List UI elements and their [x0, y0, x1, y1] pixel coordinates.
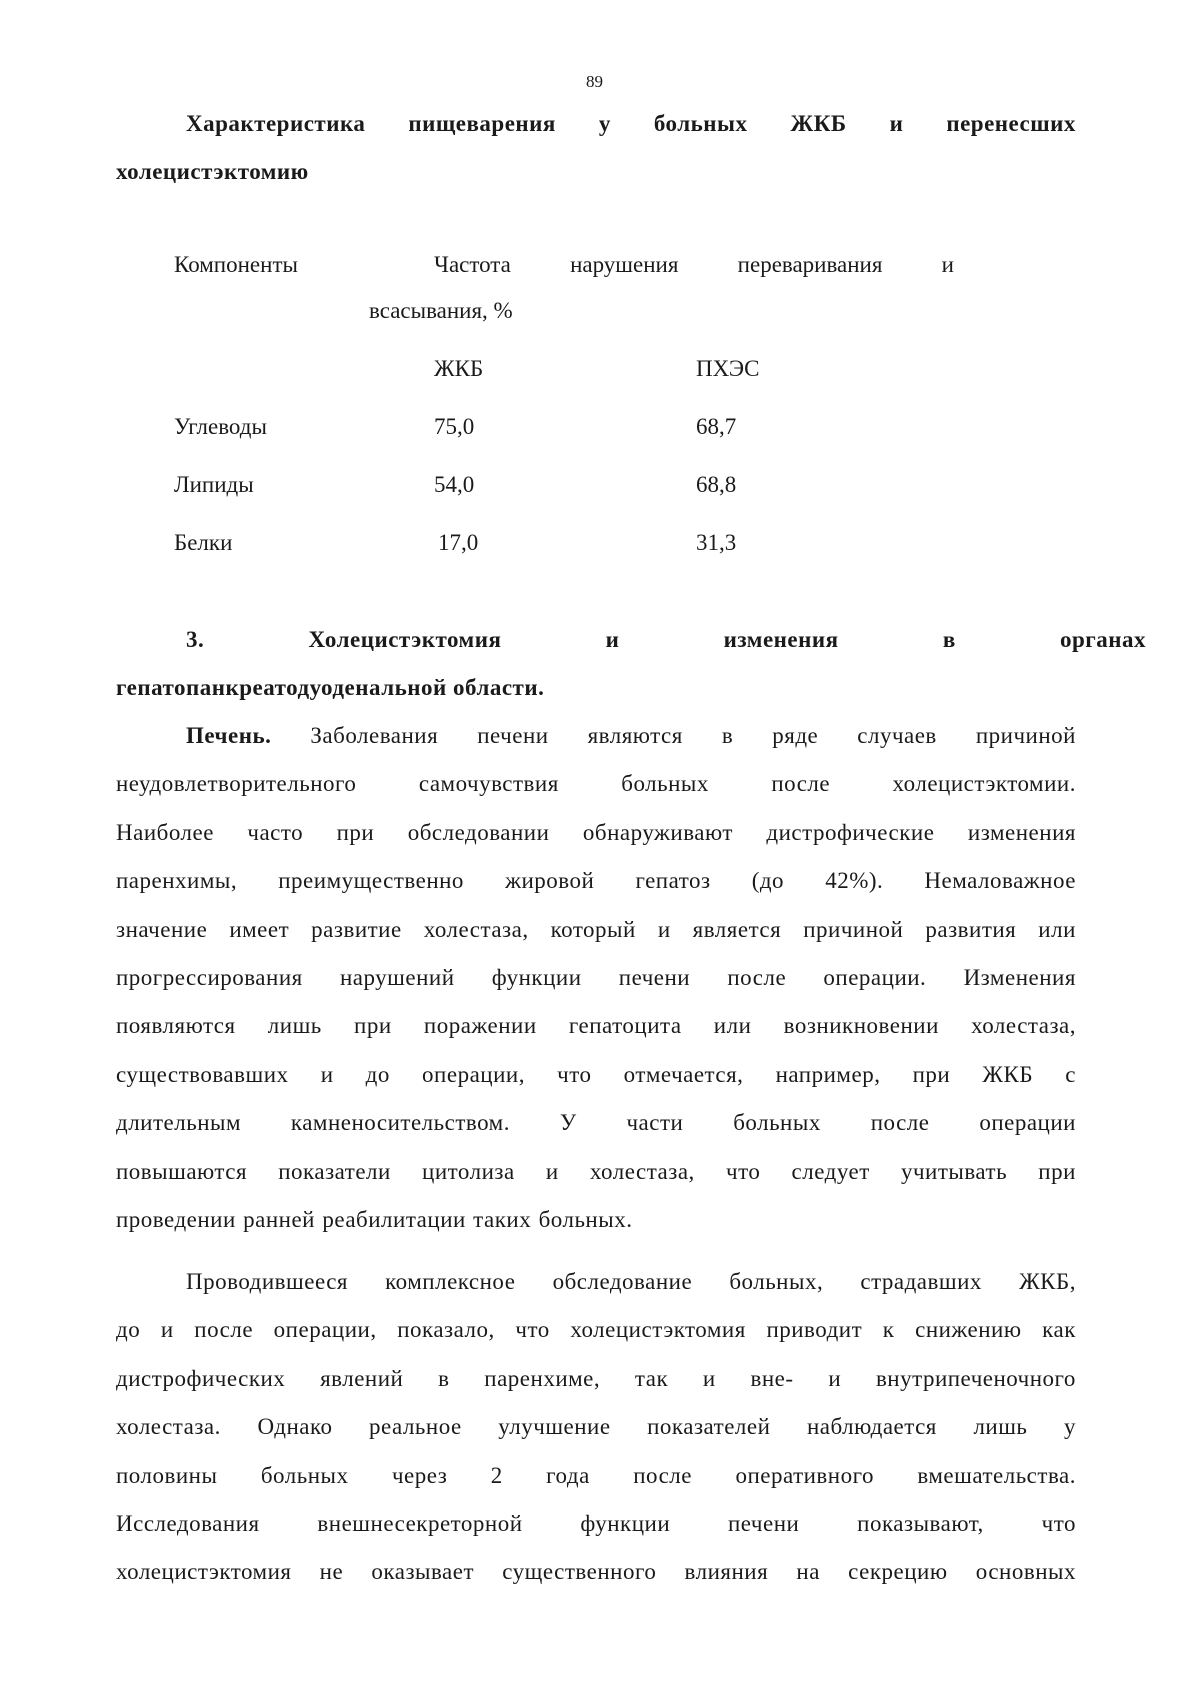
word: и [545, 1158, 559, 1184]
word: ЖКБ [790, 111, 847, 136]
word: или [1038, 916, 1076, 942]
word: что [515, 1317, 550, 1343]
word: таких [473, 1207, 532, 1233]
word: и [320, 1061, 334, 1087]
word: в [942, 627, 956, 652]
table-subheader-zhkb: ЖКБ [434, 356, 484, 381]
word: до [365, 1061, 390, 1087]
word: появляются [116, 1013, 236, 1039]
word: так [634, 1365, 669, 1391]
word: при [354, 1013, 392, 1039]
word: перенесших [946, 111, 1076, 136]
word: Однако [257, 1414, 333, 1440]
word: печени [477, 723, 549, 748]
text-line [116, 1548, 1076, 1596]
text-line [116, 906, 1076, 954]
word: оказывает [371, 1559, 475, 1585]
word: развития [925, 916, 1017, 942]
word: часто [247, 819, 304, 845]
word: как [1042, 1317, 1076, 1343]
word: преимущественно [278, 868, 464, 894]
word: внутрипеченочного [875, 1365, 1076, 1391]
word: до [116, 1317, 141, 1343]
text-line [116, 712, 1076, 760]
word: после [870, 1110, 930, 1136]
word: (до [751, 868, 785, 894]
word: наблюдается [806, 1414, 937, 1440]
word: являются [587, 723, 683, 748]
table-row-zhkb-value: 75,0 [434, 414, 475, 439]
word: показателей [647, 1414, 771, 1440]
word: ряде [772, 723, 819, 748]
word: Частота [434, 252, 511, 277]
word: Исследования [116, 1511, 260, 1537]
word: года [546, 1462, 590, 1488]
word: развитие [311, 916, 402, 942]
word: существенного [502, 1559, 657, 1585]
text-line [116, 1051, 1076, 1099]
word: лишь [267, 1013, 322, 1039]
text-line [116, 809, 1076, 857]
word: дистрофические [766, 819, 935, 845]
table-row-component: Липиды [174, 472, 254, 497]
word: причиной [803, 916, 904, 942]
word: вмешательства. [917, 1462, 1076, 1488]
word: при [1038, 1158, 1076, 1184]
word: после [771, 771, 831, 797]
word: у [1064, 1414, 1076, 1440]
digestion-table [116, 250, 1076, 570]
word: что [557, 1061, 592, 1087]
text-line [116, 1002, 1076, 1050]
word: части [626, 1110, 684, 1136]
word: жировой [505, 868, 595, 894]
table-row-phes-value: 68,7 [696, 414, 737, 439]
word: У [559, 1110, 577, 1136]
text-line [116, 857, 1076, 905]
word: улучшение [498, 1414, 611, 1440]
word: случаев [857, 723, 937, 748]
word: печени [618, 965, 691, 991]
word: ранней [243, 1207, 315, 1233]
word: причиной [975, 723, 1076, 748]
word: ЖКБ, [1019, 1269, 1076, 1294]
text-line [116, 760, 1076, 808]
word: 3. [186, 627, 205, 652]
word: после [727, 965, 787, 991]
word: камненосительством. [290, 1110, 510, 1136]
word: показатели [278, 1158, 391, 1184]
word: печени [727, 1511, 800, 1537]
word: отмечается, [623, 1061, 744, 1087]
word: в [438, 1365, 450, 1391]
word: и [889, 111, 904, 136]
word: который [550, 916, 636, 942]
word: комплексное [385, 1269, 516, 1294]
word: Проводившееся [186, 1269, 349, 1294]
word: холецистэктомия [570, 1317, 746, 1343]
word: значение [116, 916, 208, 942]
word: и [160, 1317, 174, 1343]
word: прогрессирования [116, 965, 303, 991]
word: страдавших [860, 1269, 982, 1294]
chapter-heading-line-1 [116, 616, 1146, 664]
word: длительным [116, 1110, 242, 1136]
word: холестаза. [116, 1414, 221, 1440]
chapter-heading [116, 616, 1146, 712]
table-header-frequency-line-2: всасывания, % [369, 298, 513, 323]
word: секрецию [848, 1559, 948, 1585]
word: Изменения [963, 965, 1076, 991]
table-row-component: Углеводы [174, 414, 267, 439]
table-subheader-phes: ПХЭС [696, 356, 760, 381]
word: реабилитации [322, 1207, 466, 1233]
word: 42%). [825, 868, 884, 894]
word: и [605, 627, 620, 652]
word: что [1041, 1511, 1076, 1537]
word: холецистэктомии. [892, 771, 1076, 797]
word: учитывать [900, 1158, 1008, 1184]
section-title [116, 100, 1076, 196]
text-line [116, 1258, 1076, 1306]
word: нарушений [339, 965, 455, 991]
word: к [882, 1317, 895, 1343]
word: при [336, 819, 375, 845]
word: холестаза, [971, 1013, 1076, 1039]
chapter-heading-line-2: гепатопанкреатодуоденальной области. [116, 675, 545, 700]
word: у [598, 111, 611, 136]
word: операции, [422, 1061, 525, 1087]
table-row-phes-value: 31,3 [696, 530, 737, 555]
word: паренхиме, [484, 1365, 601, 1391]
word: в [721, 723, 734, 748]
section-title-line-2: холецистэктомию [116, 159, 309, 184]
word: Наиболее [116, 819, 214, 845]
word: функции [580, 1511, 671, 1537]
word: вне- [750, 1365, 794, 1391]
word: проведении [116, 1207, 236, 1233]
word: операции. [823, 965, 927, 991]
word: 2 [490, 1462, 503, 1488]
word: изменения [967, 819, 1076, 845]
section-title-line-1 [116, 100, 1076, 148]
text-line [116, 1355, 1076, 1403]
word: холестаза, [423, 916, 529, 942]
word: внешнесекреторной [317, 1511, 523, 1537]
word: Заболевания [310, 723, 439, 748]
word: поражении [423, 1013, 537, 1039]
word: гепатоз [635, 868, 711, 894]
word: гепатоцита [568, 1013, 682, 1039]
word: через [391, 1462, 448, 1488]
word: операции [979, 1110, 1076, 1136]
text-line [116, 1196, 1076, 1244]
word: дистрофических [116, 1365, 286, 1391]
paragraph-study [116, 1258, 1076, 1597]
word: возникновении [783, 1013, 939, 1039]
text-line [116, 1452, 1076, 1500]
word: цитолиза [422, 1158, 515, 1184]
text-line [116, 1148, 1076, 1196]
word: на [796, 1559, 820, 1585]
word: и [702, 1365, 716, 1391]
word: или [713, 1013, 752, 1039]
word: самочувствия [418, 771, 559, 797]
word: после [633, 1462, 692, 1488]
table-row-phes-value: 68,8 [696, 472, 737, 497]
word: изменения [723, 627, 839, 652]
word: переваривания [737, 252, 883, 277]
table-row-component: Белки [174, 530, 233, 555]
word: является [692, 916, 782, 942]
word: не [319, 1559, 344, 1585]
word: основных [975, 1559, 1076, 1585]
text-line [116, 1403, 1076, 1451]
table-header-components: Компоненты [174, 252, 298, 277]
word: Холецистэктомия [308, 627, 502, 652]
word: после [194, 1317, 254, 1343]
word: следует [791, 1158, 870, 1184]
word: оперативного [735, 1462, 874, 1488]
word: повышаются [116, 1158, 248, 1184]
word: лишь [973, 1414, 1028, 1440]
word: показало, [397, 1317, 495, 1343]
word: с [1065, 1061, 1076, 1087]
word: функции [491, 965, 582, 991]
word: обследовании [407, 819, 550, 845]
word: нарушения [570, 252, 679, 277]
word: явлений [320, 1365, 404, 1391]
word: половины [116, 1462, 218, 1488]
word: приводит [766, 1317, 863, 1343]
word: и [828, 1365, 842, 1391]
word: Характеристика [186, 111, 366, 136]
table-header-frequency-line-1 [434, 250, 954, 280]
word: и [657, 916, 671, 942]
page-number: 89 [586, 72, 603, 91]
word: влияния [684, 1559, 769, 1585]
text-line [116, 1099, 1076, 1147]
word: снижению [915, 1317, 1022, 1343]
word: операции, [273, 1317, 377, 1343]
table-row-zhkb-value: 17,0 [438, 530, 479, 555]
word: что [726, 1158, 761, 1184]
word: показывают, [857, 1511, 984, 1537]
text-line [116, 1500, 1076, 1548]
word: больных [733, 1110, 821, 1136]
word: ЖКБ [982, 1061, 1034, 1087]
word: больных. [538, 1207, 633, 1233]
word: и [941, 252, 954, 277]
word: обнаруживают [582, 819, 733, 845]
lead-term: Печень. [186, 723, 272, 748]
word: реальное [369, 1414, 462, 1440]
word: при [912, 1061, 951, 1087]
word: имеет [229, 916, 290, 942]
word: Немаловажное [924, 868, 1076, 894]
paragraph-liver [116, 712, 1076, 1244]
word: больных [260, 1462, 349, 1488]
word: неудовлетворительного [116, 771, 357, 797]
text-line [116, 954, 1076, 1002]
table-row-zhkb-value: 54,0 [434, 472, 475, 497]
word: пищеварения [408, 111, 556, 136]
word: больных, [729, 1269, 824, 1294]
word: холестаза, [589, 1158, 695, 1184]
word: больных [653, 111, 748, 136]
word: обследование [552, 1269, 693, 1294]
word: органах [1059, 627, 1146, 652]
text-line [116, 1306, 1076, 1354]
word: существовавших [116, 1061, 289, 1087]
word: больных [621, 771, 709, 797]
word: паренхимы, [116, 868, 238, 894]
word: холецистэктомия [116, 1559, 292, 1585]
word: например, [775, 1061, 881, 1087]
